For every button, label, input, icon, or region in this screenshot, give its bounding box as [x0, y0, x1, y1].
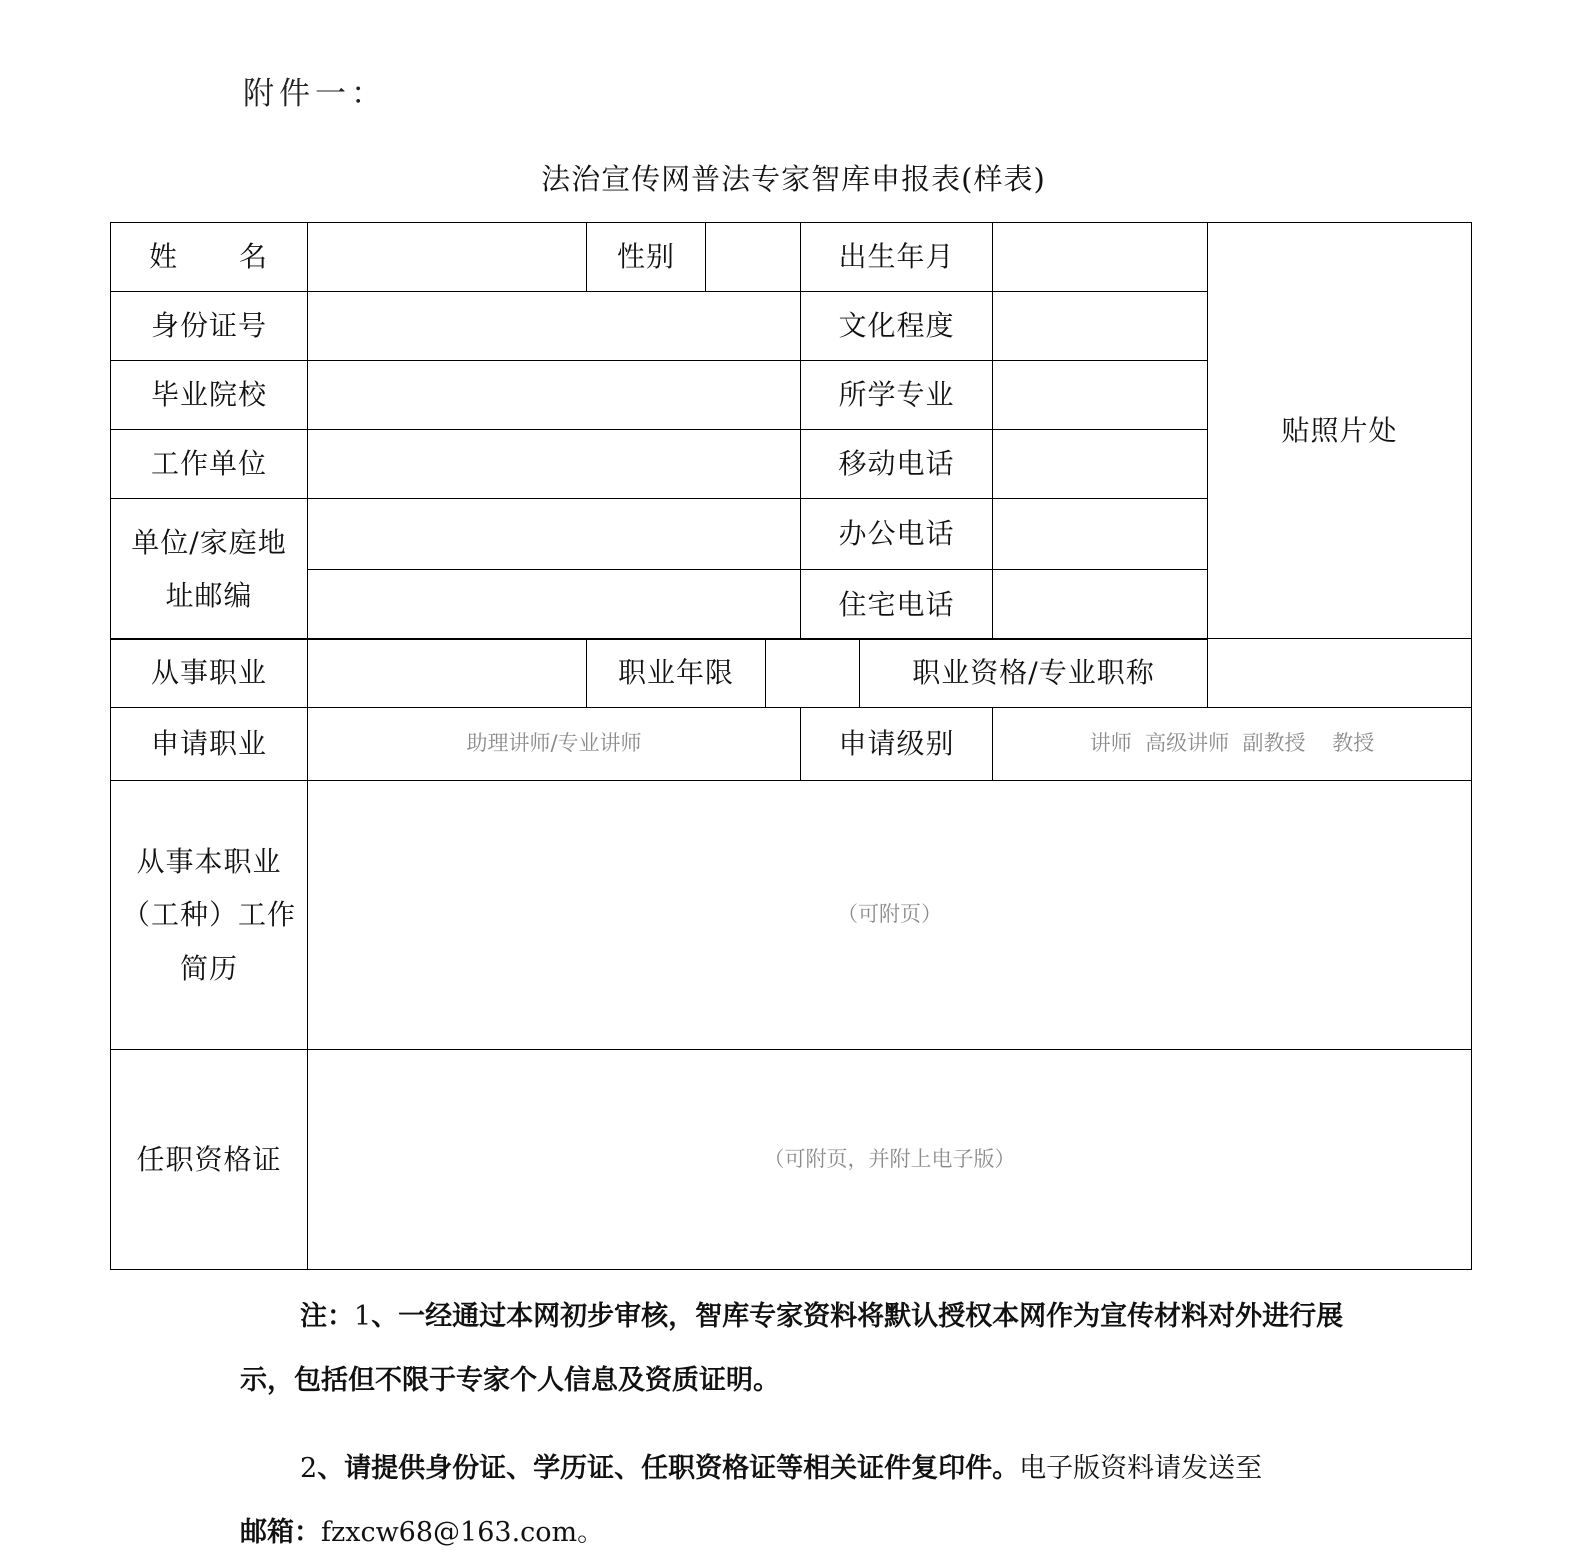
qualification-field[interactable] [1207, 638, 1472, 708]
birth-field[interactable] [992, 222, 1208, 292]
education-field[interactable] [992, 291, 1208, 361]
years-field[interactable] [765, 638, 860, 708]
major-label: 所学专业 [800, 360, 993, 430]
notes-section [240, 1285, 1350, 1565]
years-label: 职业年限 [586, 638, 766, 708]
name-label: 姓 名 [110, 222, 308, 292]
home-phone-field[interactable] [992, 569, 1208, 640]
certificate-field[interactable]: （可附页，并附上电子版） [307, 1049, 1472, 1270]
resume-label: 从事本职业 （工种）工作 简历 [110, 780, 308, 1050]
school-label: 毕业院校 [110, 360, 308, 430]
birth-label: 出生年月 [800, 222, 993, 292]
occupation-field[interactable] [307, 638, 587, 708]
name-field[interactable] [307, 222, 587, 292]
employer-field[interactable] [307, 429, 801, 499]
major-field[interactable] [992, 360, 1208, 430]
application-form-table [110, 222, 1482, 1270]
photo-area: 贴照片处 [1207, 222, 1472, 639]
address-label: 单位/家庭地 址邮编 [110, 498, 308, 640]
mobile-label: 移动电话 [800, 429, 993, 499]
form-title: 法治宣传网普法专家智库申报表(样表) [541, 162, 1046, 196]
note-2: 2、请提供身份证、学历证、任职资格证等相关证件复印件。电子版资料请发送至 [300, 1453, 1263, 1484]
office-phone-field[interactable] [992, 498, 1208, 570]
employer-label: 工作单位 [110, 429, 308, 499]
apply-title-label: 申请职业 [110, 707, 308, 781]
certificate-label: 任职资格证 [110, 1049, 308, 1270]
email-link[interactable]: fzxcw68@163.com。 [321, 1517, 605, 1548]
gender-label: 性别 [586, 222, 706, 292]
home-phone-label: 住宅电话 [800, 569, 993, 640]
attachment-label: 附件一： [243, 76, 387, 112]
id-number-label: 身份证号 [110, 291, 308, 361]
note-2-email: 邮箱：fzxcw68@163.com。 [240, 1517, 605, 1548]
apply-level-label: 申请级别 [800, 707, 993, 781]
postcode-field[interactable] [307, 569, 801, 640]
office-phone-label: 办公电话 [800, 498, 993, 570]
school-field[interactable] [307, 360, 801, 430]
gender-field[interactable] [705, 222, 801, 292]
mobile-field[interactable] [992, 429, 1208, 499]
note-1: 注：1、一经通过本网初步审核，智库专家资料将默认授权本网作为宣传材料对外进行展示，包括但不限于专家个人信息及资质证明。 [240, 1301, 1344, 1396]
qualification-label: 职业资格/专业职称 [859, 638, 1208, 708]
apply-title-field[interactable]: 助理讲师/专业讲师 [307, 707, 801, 781]
education-label: 文化程度 [800, 291, 993, 361]
address-field[interactable] [307, 498, 801, 570]
occupation-label: 从事职业 [110, 638, 308, 708]
id-number-field[interactable] [307, 291, 801, 361]
apply-level-field[interactable]: 讲师 高级讲师 副教授 教授 [992, 707, 1472, 781]
resume-field[interactable]: （可附页） [307, 780, 1472, 1050]
